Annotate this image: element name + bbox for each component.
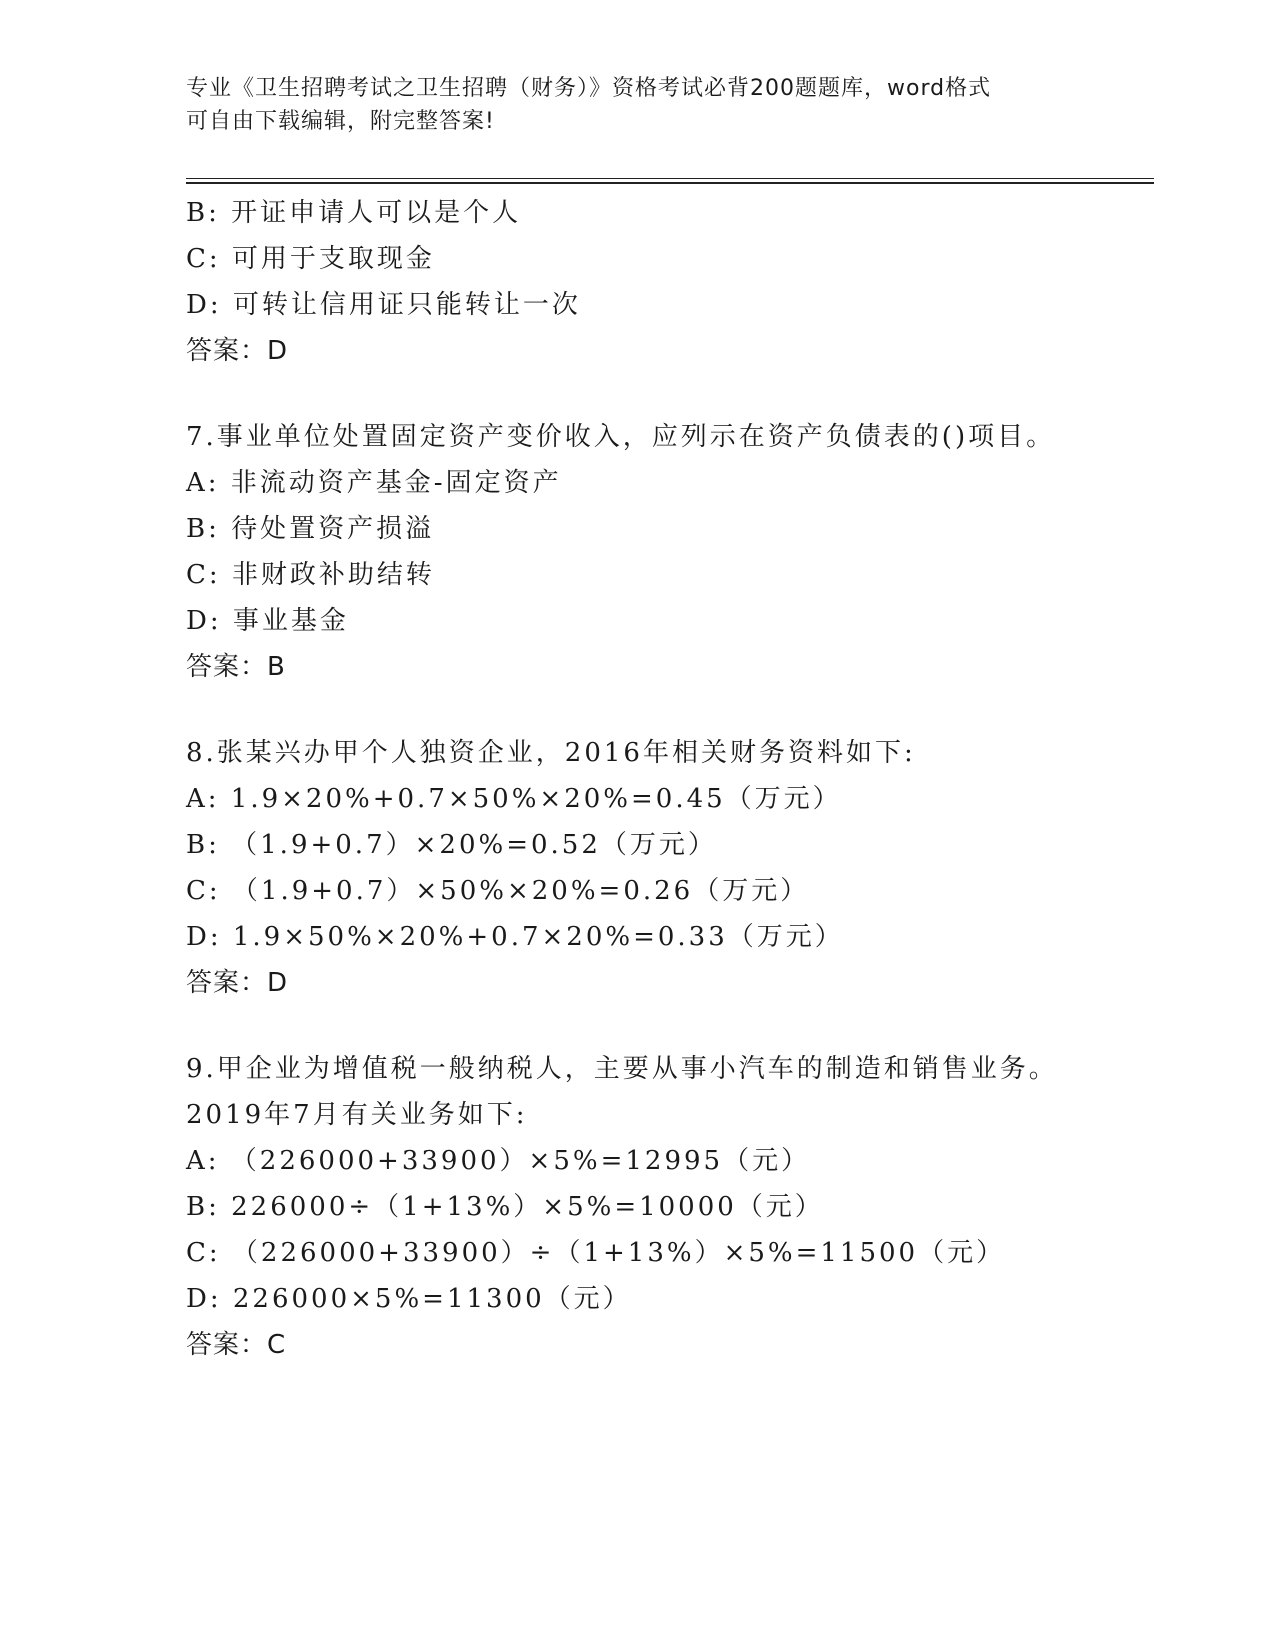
- question-6-continued: [186, 190, 1154, 374]
- header-title-line-2: 可自由下载编辑，附完整答案!: [186, 109, 495, 134]
- option-c: C: 非财政补助结转: [186, 560, 435, 590]
- option-d: D: 226000×5%=11300（元）: [186, 1284, 632, 1314]
- option-c: C: 可用于支取现金: [186, 244, 435, 274]
- question-stem: 7.事业单位处置固定资产变价收入，应列示在资产负债表的()项目。: [186, 422, 1056, 452]
- spacer: [186, 1006, 1154, 1046]
- header-title-line-1: 专业《卫生招聘考试之卫生招聘（财务）》资格考试必背200题题库，word格式: [186, 76, 992, 101]
- spacer: [186, 374, 1154, 414]
- question-stem-line-1: 9.甲企业为增值税一般纳税人，主要从事小汽车的制造和销售业务。: [186, 1054, 1058, 1084]
- option-a: A: 非流动资产基金-固定资产: [186, 468, 562, 498]
- answer-line: 答案：D: [186, 968, 289, 998]
- option-a: A: 1.9×20%+0.7×50%×20%=0.45（万元）: [186, 784, 842, 814]
- answer-line: 答案：B: [186, 652, 286, 682]
- question-9: [186, 1046, 1154, 1368]
- option-b: B: 待处置资产损溢: [186, 514, 435, 544]
- question-7: [186, 414, 1154, 690]
- question-stem-line-2: 2019年7月有关业务如下:: [186, 1100, 528, 1130]
- option-d: D: 可转让信用证只能转让一次: [186, 290, 581, 320]
- option-c: C: （1.9+0.7）×50%×20%=0.26（万元）: [186, 876, 810, 906]
- option-a: A: （226000+33900）×5%=12995（元）: [186, 1146, 811, 1176]
- spacer: [186, 690, 1154, 730]
- option-b: B: （1.9+0.7）×20%=0.52（万元）: [186, 830, 717, 860]
- document-header: [186, 72, 1086, 138]
- question-8: [186, 730, 1154, 1006]
- question-list: [186, 190, 1154, 1368]
- option-b: B: 开证申请人可以是个人: [186, 198, 522, 228]
- header-divider-thick: [186, 182, 1154, 184]
- header-divider-thin: [186, 178, 1154, 179]
- option-d: D: 1.9×50%×20%+0.7×20%=0.33（万元）: [186, 922, 844, 952]
- option-d: D: 事业基金: [186, 606, 349, 636]
- option-b: B: 226000÷（1+13%）×5%=10000（元）: [186, 1192, 824, 1222]
- option-c: C: （226000+33900）÷（1+13%）×5%=11500（元）: [186, 1238, 1006, 1268]
- answer-line: 答案：D: [186, 336, 289, 366]
- answer-line: 答案：C: [186, 1330, 287, 1360]
- question-stem: 8.张某兴办甲个人独资企业，2016年相关财务资料如下:: [186, 738, 916, 768]
